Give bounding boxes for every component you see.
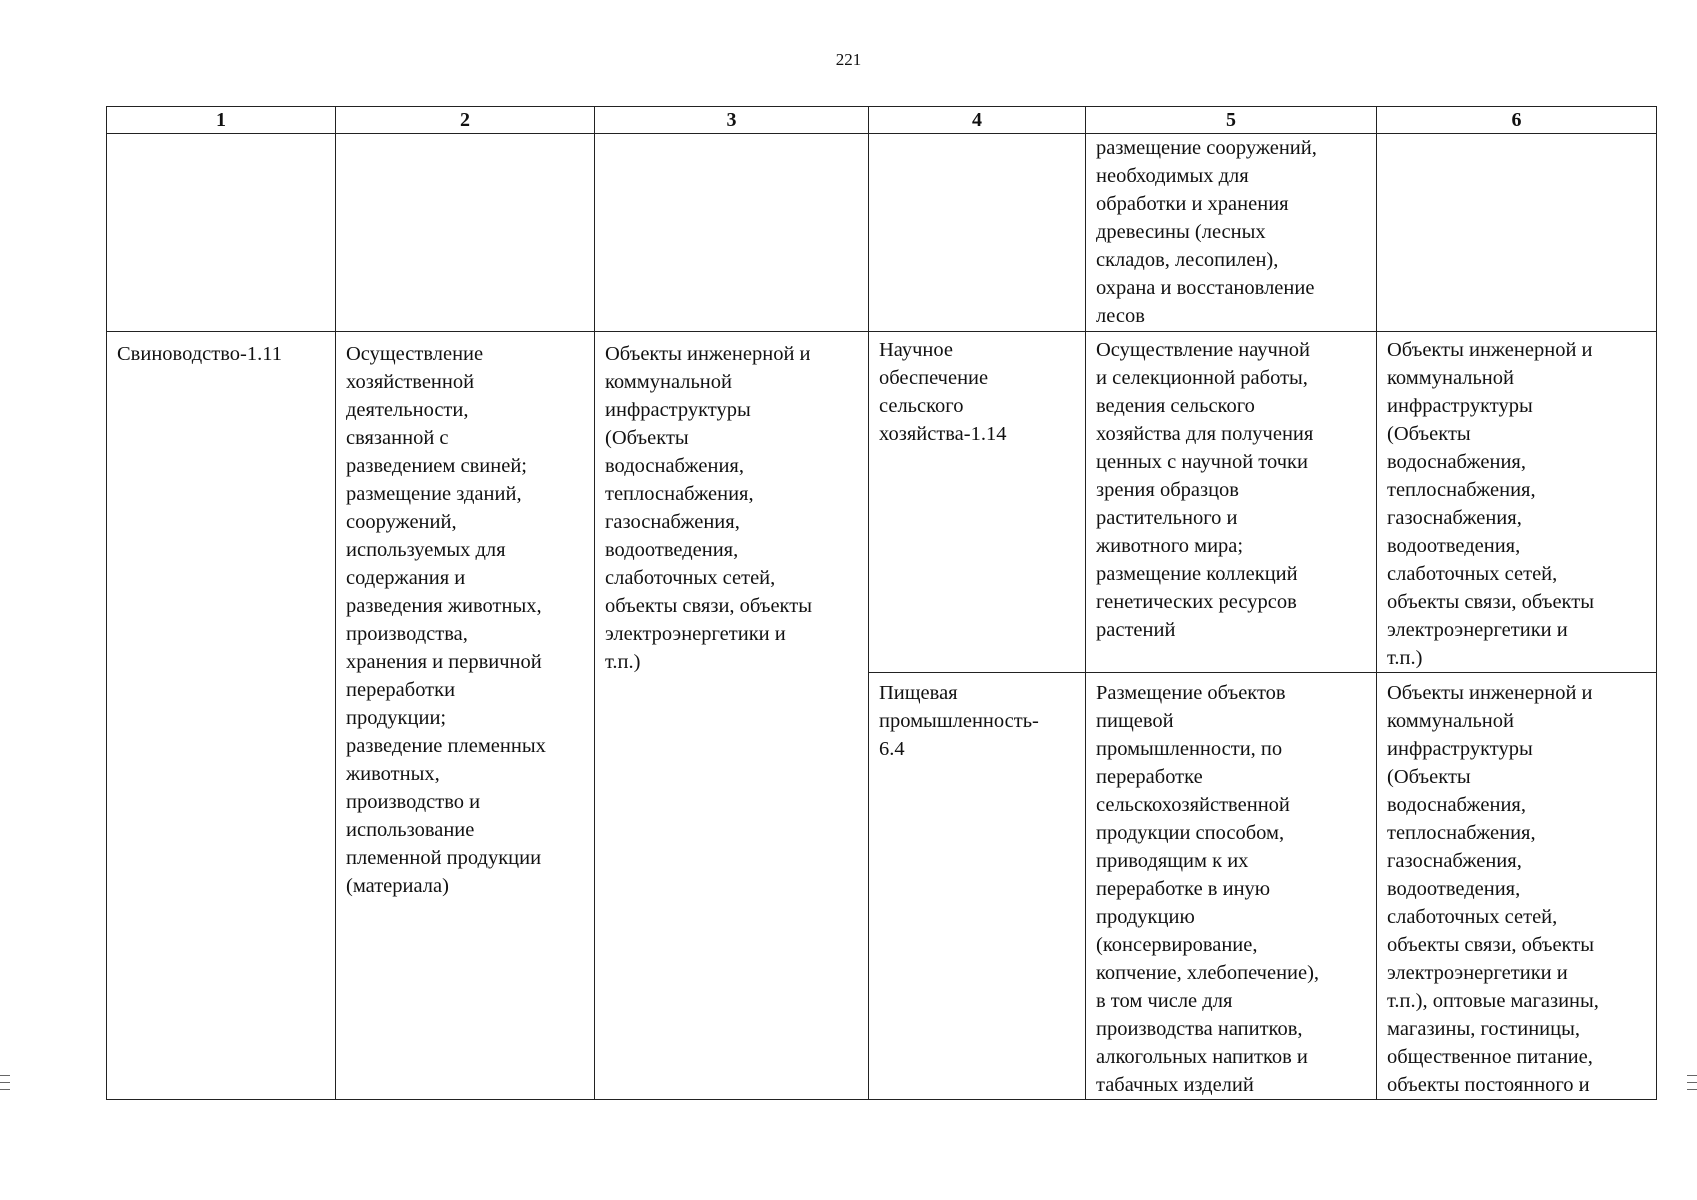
permitted-use-description: размещение сооружений, необходимых для обработки и хранения древесины (лесных складов, лесопилен), охрана и восстановление лесов xyxy=(1086,134,1377,332)
table-header-row xyxy=(107,107,1657,134)
table-cell-empty xyxy=(107,134,336,332)
table-cell-empty xyxy=(336,134,595,332)
header-cell: 6 xyxy=(1377,107,1657,134)
margin-mark-right xyxy=(1687,1075,1697,1076)
table-row-continued xyxy=(107,134,1657,332)
conditional-use-description: Осуществление научной и селекционной работы, ведения сельского хозяйства для получения ценных с научной точки зрения образцов растительного и животного мира; размещение коллекций генетических ресурсов растений xyxy=(1086,332,1377,673)
header-cell: 5 xyxy=(1086,107,1377,134)
conditional-use-description: Размещение объектов пищевой промышленности, по переработке сельскохозяйственной продукции способом, приводящим к их переработке в иную продукцию (консервирование, копчение, хлебопечение), в том числе для производства напитков, алкогольных напитков и табачных изделий xyxy=(1086,673,1377,1100)
table-cell-empty xyxy=(1377,134,1657,332)
header-cell: 2 xyxy=(336,107,595,134)
header-cell: 4 xyxy=(869,107,1086,134)
auxiliary-objects: Объекты инженерной и коммунальной инфраструктуры (Объекты водоснабжения, теплоснабжения, газоснабжения, водоотведения, слаботочных сетей, объекты связи, объекты электроэнергетики и т.п.) xyxy=(595,332,869,1100)
table-cell-empty xyxy=(869,134,1086,332)
conditional-use-name: Научное обеспечение сельского хозяйства-1.14 xyxy=(869,332,1086,673)
header-cell: 3 xyxy=(595,107,869,134)
table-row xyxy=(107,332,1657,673)
main-use-description: Осуществление хозяйственной деятельности, связанной с разведением свиней; размещение зданий, сооружений, используемых для содержания и разведения животных, производства, хранения и первичной переработки продукции; разведение племенных животных, производство и использование племенной продукции (материала) xyxy=(336,332,595,1100)
conditional-use-name: Пищевая промышленность- 6.4 xyxy=(869,673,1086,1100)
land-use-table xyxy=(106,106,1657,1100)
margin-mark-right xyxy=(1687,1089,1697,1090)
conditional-auxiliary-objects: Объекты инженерной и коммунальной инфраструктуры (Объекты водоснабжения, теплоснабжения, газоснабжения, водоотведения, слаботочных сетей, объекты связи, объекты электроэнергетики и т.п.) xyxy=(1377,332,1657,673)
margin-mark-left xyxy=(0,1082,10,1083)
header-cell: 1 xyxy=(107,107,336,134)
conditional-auxiliary-objects: Объекты инженерной и коммунальной инфраструктуры (Объекты водоснабжения, теплоснабжения, газоснабжения, водоотведения, слаботочных сетей, объекты связи, объекты электроэнергетики и т.п.), оптовые магазины, магазины, гостиницы, общественное питание, объекты постоянного и xyxy=(1377,673,1657,1100)
main-use-name: Свиноводство-1.11 xyxy=(107,332,336,1100)
table-cell-empty xyxy=(595,134,869,332)
page-number: 221 xyxy=(835,50,862,69)
margin-mark-left xyxy=(0,1075,10,1076)
margin-mark-right xyxy=(1687,1082,1697,1083)
margin-mark-left xyxy=(0,1089,10,1090)
